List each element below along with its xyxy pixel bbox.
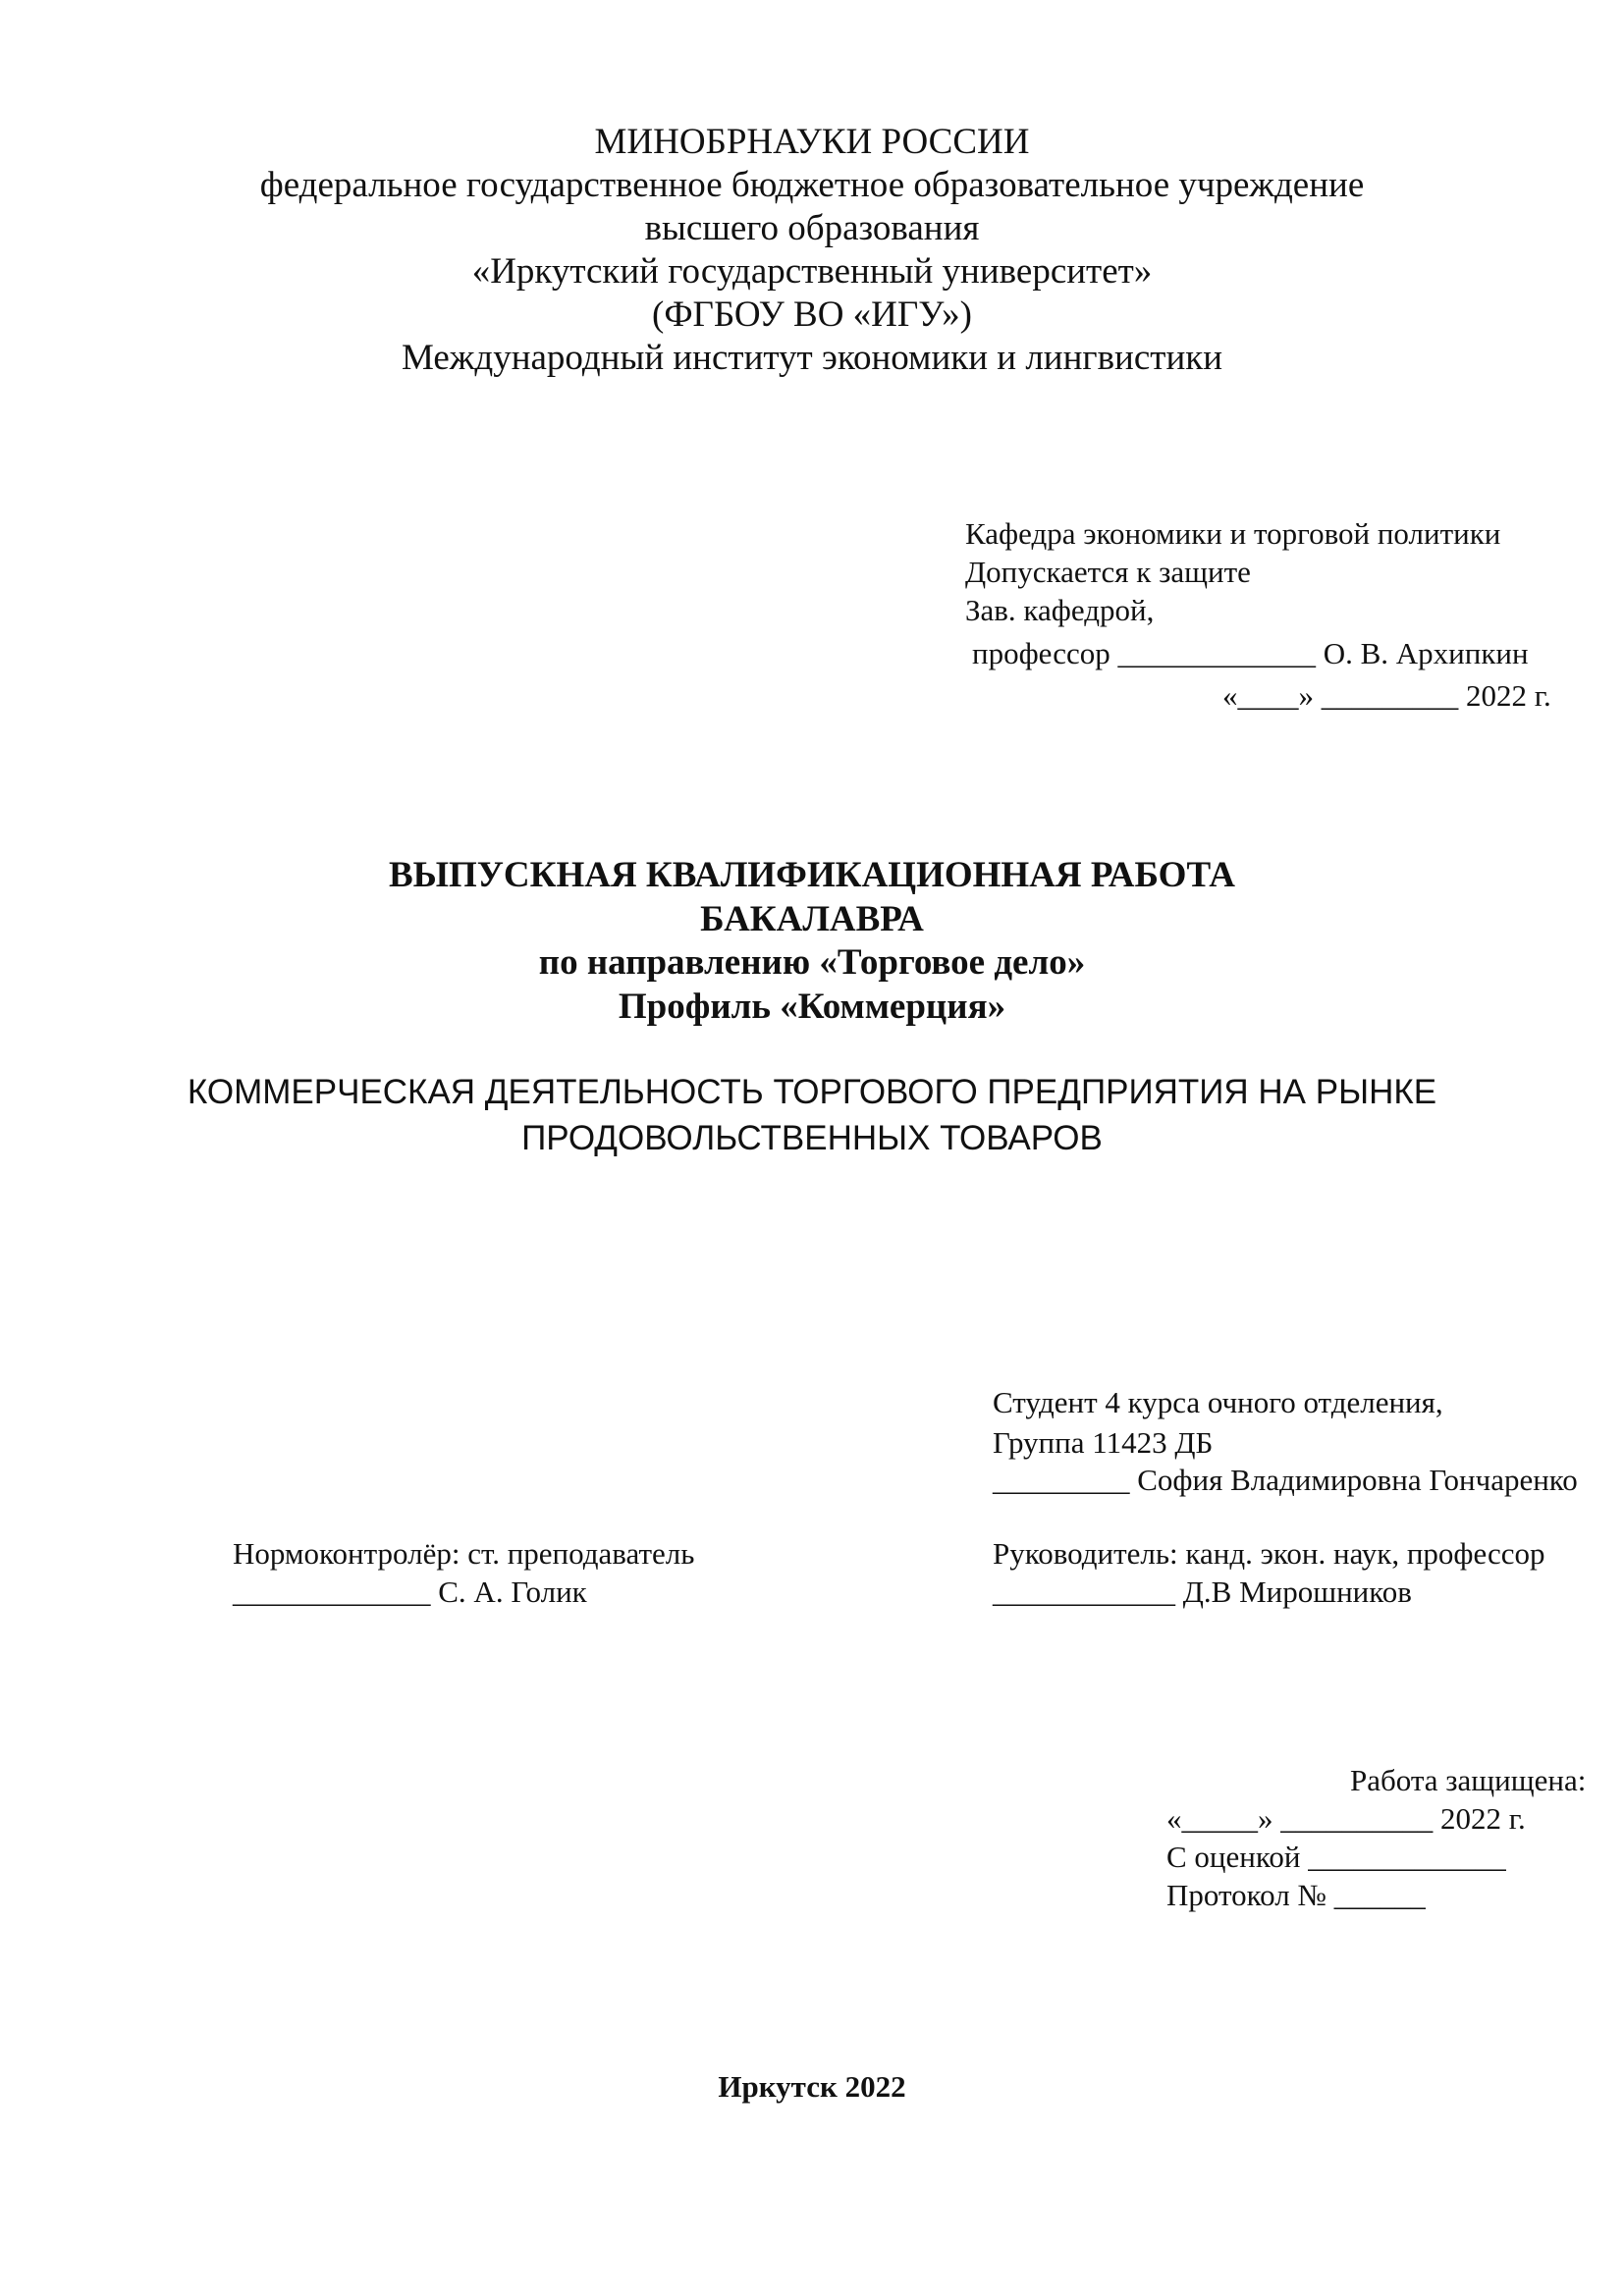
defense-grade-line: С оценкой _____________: [1166, 1840, 1506, 1874]
institution-type: федеральное государственное бюджетное образовательное учреждение: [259, 165, 1365, 205]
student-signature-line: _________ София Владимировна Гончаренко: [993, 1463, 1578, 1497]
head-title: Зав. кафедрой,: [965, 593, 1155, 627]
norm-controller-signature-line: _____________ С. А. Голик: [233, 1575, 587, 1609]
approval-date-line: «____» _________ 2022 г.: [1222, 678, 1551, 713]
supervisor-title: Руководитель: канд. экон. наук, профессор: [993, 1536, 1545, 1571]
thesis-topic-line-1: КОММЕРЧЕСКАЯ ДЕЯТЕЛЬНОСТЬ ТОРГОВОГО ПРЕДПРИЯТИЯ НА РЫНКЕ: [187, 1073, 1437, 1111]
head-signature-line: профессор _____________ О. В. Архипкин: [972, 636, 1529, 670]
study-profile: Профиль «Коммерция»: [618, 987, 1006, 1027]
work-type-line-2: БАКАЛАВРА: [700, 899, 924, 939]
student-group: Группа 11423 ДБ: [993, 1425, 1214, 1460]
student-course: Студент 4 курса очного отделения,: [993, 1385, 1443, 1419]
work-type-line-1: ВЫПУСКНАЯ КВАЛИФИКАЦИОННАЯ РАБОТА: [388, 855, 1236, 895]
supervisor-signature-line: ____________ Д.В Мирошников: [993, 1575, 1412, 1609]
defense-protocol-line: Протокол № ______: [1166, 1878, 1426, 1912]
defense-title: Работа защищена:: [1350, 1763, 1587, 1797]
norm-controller-title: Нормоконтролёр: ст. преподаватель: [233, 1536, 695, 1571]
city-year: Иркутск 2022: [718, 2069, 906, 2104]
department-name: Кафедра экономики и торговой политики: [965, 516, 1501, 551]
institute-name: Международный институт экономики и лингвистики: [401, 338, 1223, 378]
defense-date-line: «_____» __________ 2022 г.: [1166, 1801, 1526, 1836]
education-level: высшего образования: [644, 208, 980, 248]
ministry-name: МИНОБРНАУКИ РОССИИ: [594, 122, 1030, 162]
thesis-topic-line-2: ПРОДОВОЛЬСТВЕННЫХ ТОВАРОВ: [521, 1119, 1103, 1157]
university-name: «Иркутский государственный университет»: [471, 251, 1153, 292]
university-abbreviation: (ФГБОУ ВО «ИГУ»): [652, 294, 972, 335]
admission-text: Допускается к защите: [965, 555, 1251, 589]
study-direction: по направлению «Торговое дело»: [538, 942, 1086, 983]
